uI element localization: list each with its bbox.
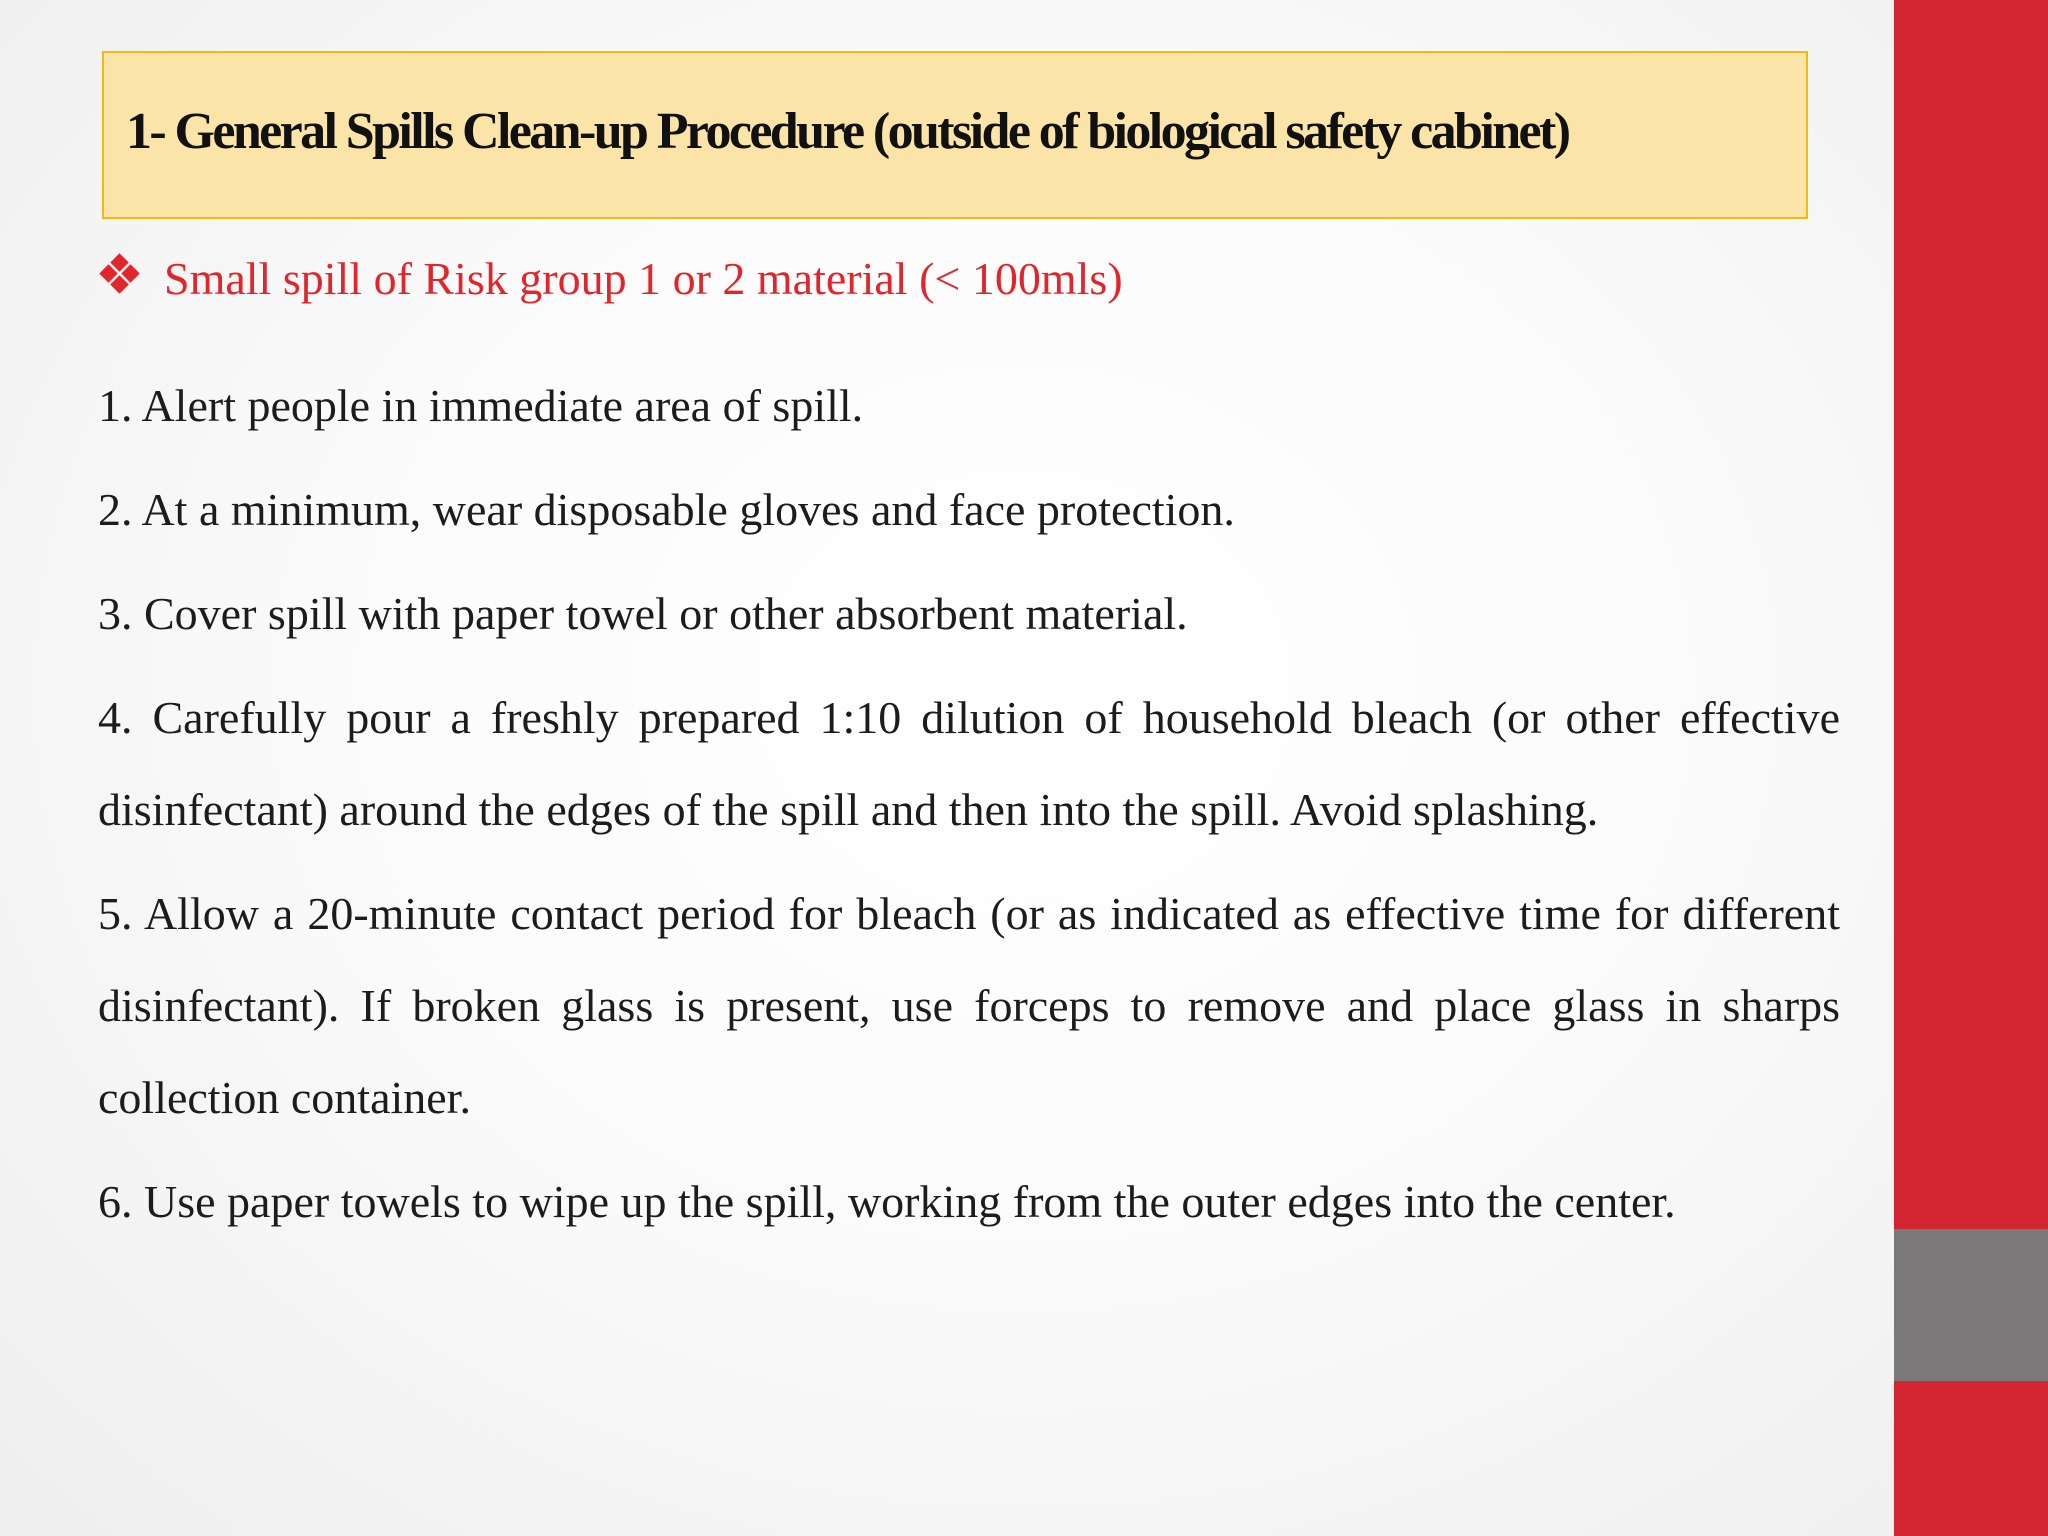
step-6: 6. Use paper towels to wipe up the spill, working from the outer edges into the center. (98, 1176, 1676, 1227)
step-4: 4. Carefully pour a freshly prepared 1:10 dilution of household bleach (or other effective disinfectant) around the edges of the spill and then into the spill. Avoid splashing. (98, 692, 1840, 835)
four-diamond-bullet-icon (102, 256, 138, 292)
side-accent-bar-gray-block (1894, 1229, 2048, 1381)
step-1: 1. Alert people in immediate area of spill. (98, 380, 864, 431)
procedure-steps (98, 360, 1840, 1260)
slide-title: 1- General Spills Clean-up Procedure (outside of biological safety cabinet) (126, 102, 1569, 160)
subheading-text: Small spill of Risk group 1 or 2 material (< 100mls) (164, 253, 1123, 304)
subheading (102, 252, 1123, 305)
step-5: 5. Allow a 20-minute contact period for bleach (or as indicated as effective time for different disinfectant). If broken glass is present, use forceps to remove and place glass in sharps collection container. (98, 888, 1840, 1123)
step-2: 2. At a minimum, wear disposable gloves and face protection. (98, 484, 1235, 535)
title-box (102, 51, 1808, 219)
step-3: 3. Cover spill with paper towel or other absorbent material. (98, 588, 1188, 639)
side-accent-bar (1894, 0, 2048, 1536)
